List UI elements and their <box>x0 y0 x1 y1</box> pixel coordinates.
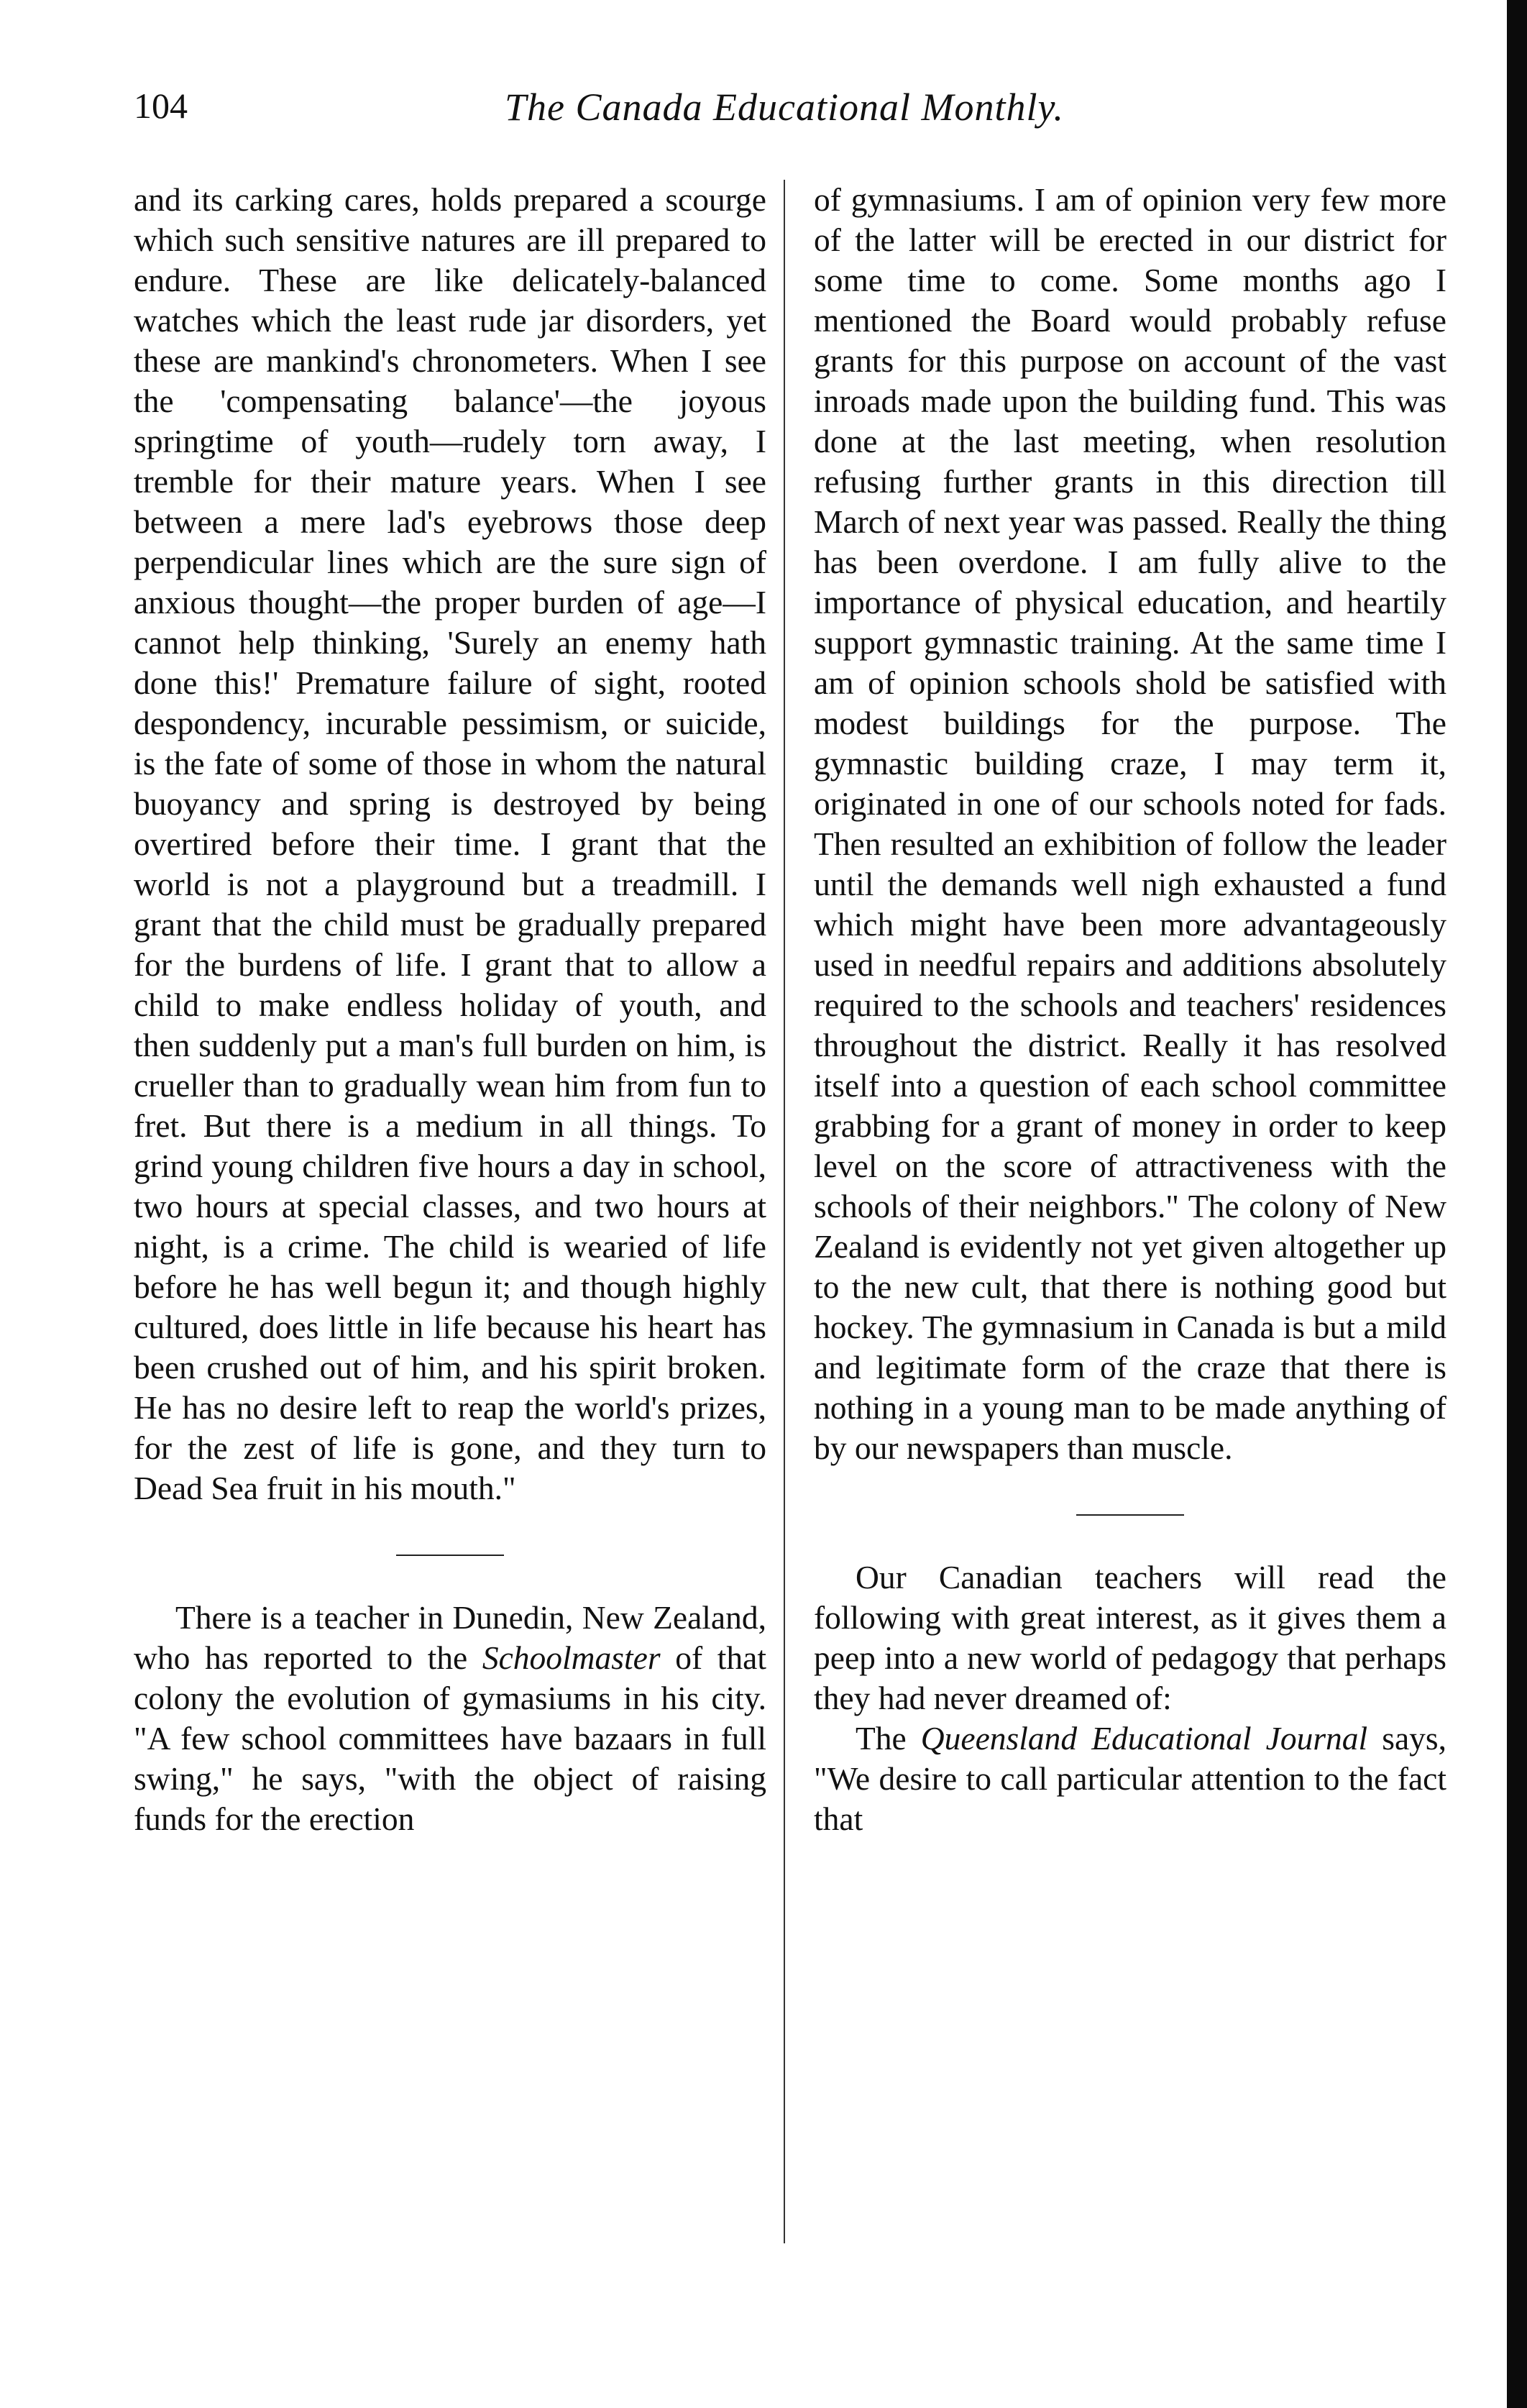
left-paragraph-2-start: There is a teacher in Dunedin, New Zealand, who has reported to the <box>134 1599 766 1676</box>
right-paragraph-3-end: says, "We desire to call particular attention to the fact that <box>814 1720 1446 1837</box>
right-paragraph-2: Our Canadian teachers will read the following with great interest, as it gives them a peep into a new world of pedagogy that perhaps they had never dreamed of: <box>814 1559 1446 1716</box>
right-paragraph-1: of gymnasiums. I am of opinion very few more of the latter will be erected in our district for some time to come. Some months ago I mentioned the Board would probably refuse grants for this purpose on account of the vast inroads made upon the building fund. This was done at the last meeting, when resolution refusing further grants in this direction till March of next year was passed. Really the thing has been overdone. I am fully alive to the importance of physical education, and heartily support gymnastic training. At the same time I am of opinion schools shold be satisfied with modest buildings for the purpose. The gymnastic building craze, I may term it, originated in one of our schools noted for fads. Then resulted an exhibition of follow the leader until the demands well nigh exhausted a fund which might have been more advantageously used in needful repairs and additions absolutely required to the schools and teachers' residences throughout the district. Really it has resolved itself into a question of each school committee grabbing for a grant of money in order to keep level on the score of attractiveness with the schools of their neighbors." The colony of New Zealand is evidently not yet given altogether up to the new cult, that there is nothing good but hockey. The gymnasium in Canada is but a mild and legitimate form of the craze that there is nothing in a young man to be made anything of by our newspapers than muscle. <box>814 181 1446 1466</box>
schoolmaster-title: Schoolmaster <box>482 1639 661 1676</box>
page-header <box>134 85 1435 142</box>
running-title: The Canada Educational Monthly. <box>505 86 1064 129</box>
right-paragraph-3 <box>814 1718 1446 1839</box>
left-column <box>134 180 766 1839</box>
column-divider <box>784 180 785 2243</box>
right-paragraph-3-start: The <box>856 1720 921 1757</box>
queensland-journal-title: Queensland Educational Journal <box>920 1720 1368 1757</box>
page-edge-border <box>1507 0 1527 2408</box>
left-paragraph-1: and its carking cares, holds prepared a scourge which such sensitive natures are ill prepared to endure. These are like delicately-balanced watches which the least rude jar disorders, yet these are mankind's chronometers. When I see the 'compensating balance'—the joyous springtime of youth—rudely torn away, I tremble for their mature years. When I see between a mere lad's eyebrows those deep perpendicular lines which are the sure sign of anxious thought—the proper burden of age—I cannot help thinking, 'Surely an enemy hath done this!' Premature failure of sight, rooted despondency, incurable pessimism, or suicide, is the fate of some of those in whom the natural buoyancy and spring is destroyed by being overtired before their time. I grant that the world is not a playground but a treadmill. I grant that the child must be gradually prepared for the burdens of life. I grant that to allow a child to make endless holiday of youth, and then suddenly put a man's full burden on him, is crueller than to gradually wean him from fun to fret. But there is a medium in all things. To grind young children five hours a day in school, two hours at special classes, and two hours at night, is a crime. The child is wearied of life before he has well begun it; and though highly cultured, does little in life because his heart has been crushed out of him, and his spirit broken. He has no desire left to reap the world's prizes, for the zest of life is gone, and they turn to Dead Sea fruit in his mouth." <box>134 181 766 1506</box>
section-divider <box>1076 1514 1184 1516</box>
left-paragraph-2-end: of that colony the evolution of gymasiums in his city. "A few school committees have bazaars in full swing," he says, "with the object of raising funds for the erection <box>134 1639 766 1837</box>
page-number: 104 <box>134 86 188 126</box>
section-divider <box>396 1555 504 1556</box>
right-column <box>814 180 1446 1839</box>
left-paragraph-2 <box>134 1598 766 1839</box>
